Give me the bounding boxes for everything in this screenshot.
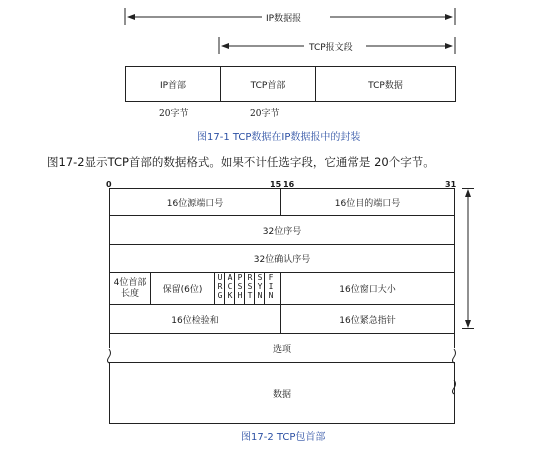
flag-ack-l1: A — [227, 273, 233, 282]
ip-datagram-label: IP数据报 — [266, 14, 302, 24]
flag-ack-l3: K — [227, 291, 233, 300]
flag-syn-l2: Y — [257, 282, 263, 291]
flag-fin-l2: I — [268, 282, 274, 291]
flag-psh-l1: P — [237, 273, 243, 282]
fig2-caption: 图17-2 TCP包首部 — [241, 432, 326, 443]
tcp-header-size: 20字节 — [250, 109, 280, 119]
bit-15-label: 15 — [270, 180, 282, 189]
flag-urg-l3: G — [217, 291, 223, 300]
ip-header-label: IP首部 — [159, 80, 187, 91]
flag-syn — [255, 273, 265, 300]
ip-header-size: 20字节 — [159, 109, 189, 119]
flag-fin — [266, 273, 276, 300]
flag-rst-l3: T — [247, 291, 253, 300]
bit-31-label: 31 — [445, 180, 457, 189]
data-field: 数据 — [272, 389, 291, 400]
dst-port-field: 16位目的端口号 — [334, 198, 401, 209]
flag-fin-l1: F — [268, 273, 274, 282]
header-length-field — [110, 273, 150, 304]
flag-urg — [215, 273, 225, 300]
fig1-caption: 图17-1 TCP数据在IP数据报中的封装 — [197, 132, 361, 143]
flag-psh-l3: H — [237, 291, 243, 300]
tcp-data-label: TCP数据 — [368, 80, 403, 91]
flag-rst — [245, 273, 255, 300]
tcp-segment-label: TCP报文段 — [309, 43, 353, 53]
options-field: 选项 — [272, 344, 291, 355]
header-length-line1: 4位首部 — [113, 277, 147, 288]
header-length-line2: 长度 — [120, 288, 139, 299]
flag-rst-l2: S — [247, 282, 253, 291]
bit-0-label: 0 — [106, 180, 112, 189]
flag-urg-l1: U — [217, 273, 223, 282]
body-paragraph: 图17-2显示TCP首部的数据格式。如果不计任选字段，它通常是 20个字节。 — [47, 155, 435, 169]
reserved-field: 保留(6位) — [162, 285, 203, 295]
flag-ack-l2: C — [227, 282, 233, 291]
flag-ack — [225, 273, 235, 300]
ack-number-field: 32位确认序号 — [253, 255, 311, 265]
seq-number-field: 32位序号 — [262, 226, 302, 237]
flag-urg-l2: R — [217, 282, 223, 291]
tcp-header-label: TCP首部 — [250, 80, 286, 91]
urgent-pointer-field: 16位紧急指针 — [339, 315, 396, 326]
checksum-field: 16位检验和 — [171, 315, 219, 326]
flag-psh-l2: S — [237, 282, 243, 291]
flag-fin-l3: N — [268, 291, 274, 300]
window-size-field: 16位窗口大小 — [339, 285, 396, 295]
bit-16-label: 16 — [283, 180, 295, 189]
flag-rst-l1: R — [247, 273, 253, 282]
src-port-field: 16位源端口号 — [166, 198, 224, 209]
flag-syn-l3: N — [257, 291, 263, 300]
flag-psh — [235, 273, 245, 300]
flag-syn-l1: S — [257, 273, 263, 282]
